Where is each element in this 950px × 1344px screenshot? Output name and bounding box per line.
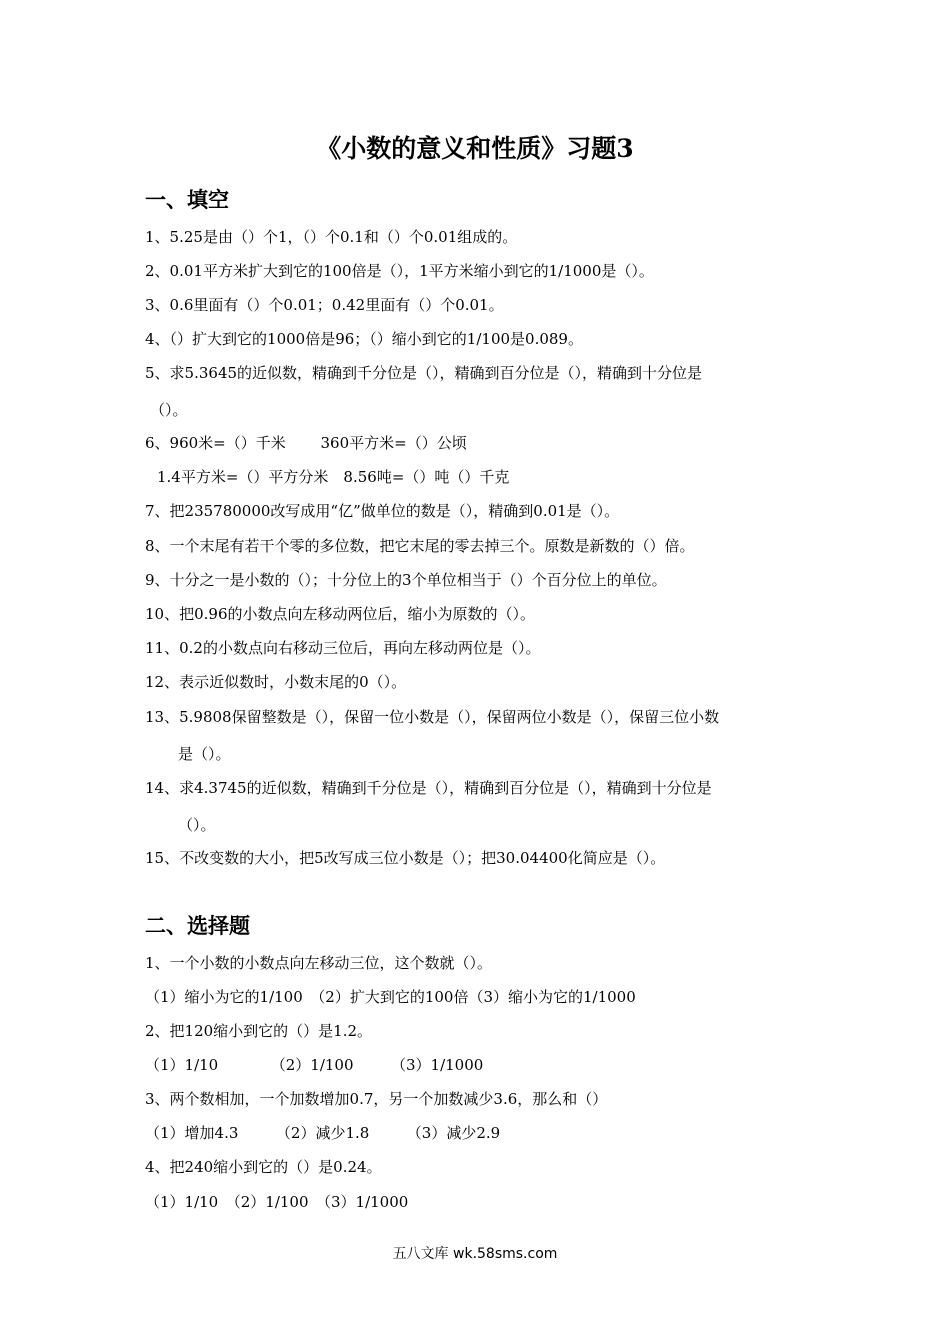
section-heading-fill-in: 一、填空: [145, 187, 229, 212]
question-line: 是（）。: [178, 745, 231, 763]
question-line: 13、5.9808保留整数是（），保留一位小数是（），保留两位小数是（），保留三位小数: [145, 708, 720, 726]
option-line: （1）1/10 （2）1/100 （3）1/1000: [145, 1056, 484, 1074]
section-heading-multiple-choice: 二、选择题: [145, 913, 250, 938]
question-line: 12、表示近似数时，小数末尾的0（）。: [145, 673, 407, 691]
question-line: （）。: [150, 401, 188, 419]
footer-watermark: 五八文库 wk.58sms.com: [392, 1246, 558, 1262]
question-line: 3、两个数相加，一个加数增加0.7，另一个加数减少3.6，那么和（）: [145, 1090, 608, 1108]
option-line: （1）缩小为它的1/100 （2）扩大到它的100倍（3）缩小为它的1/1000: [145, 988, 636, 1006]
question-line: 3、0.6里面有（）个0.01；0.42里面有（）个0.01。: [145, 296, 504, 314]
option-line: （1）1/10 （2）1/100 （3）1/1000: [145, 1193, 409, 1211]
question-line: （）。: [178, 816, 216, 834]
question-line: 11、0.2的小数点向右移动三位后，再向左移动两位是（）。: [145, 639, 541, 657]
question-line: 2、0.01平方米扩大到它的100倍是（），1平方米缩小到它的1/1000是（）。: [145, 262, 654, 280]
question-line: 4、（）扩大到它的1000倍是96；（）缩小到它的1/100是0.089。: [145, 330, 583, 348]
question-line: 1、一个小数的小数点向左移动三位，这个数就（）。: [145, 954, 493, 972]
question-line: 6、960米=（）千米 360平方米=（）公顷: [145, 434, 467, 452]
question-line: 14、求4.3745的近似数，精确到千分位是（），精确到百分位是（），精确到十分位是: [145, 779, 712, 797]
question-line: 5、求5.3645的近似数，精确到千分位是（），精确到百分位是（），精确到十分位是: [145, 364, 703, 382]
question-line: 7、把235780000改写成用“亿”做单位的数是（），精确到0.01是（）。: [145, 502, 620, 520]
question-line: 8、一个末尾有若干个零的多位数，把它末尾的零去掉三个。原数是新数的（）倍。: [145, 537, 695, 555]
question-line: 2、把120缩小到它的（）是1.2。: [145, 1022, 373, 1040]
question-line: 9、十分之一是小数的（）；十分位上的3个单位相当于（）个百分位上的单位。: [145, 571, 667, 589]
option-line: （1）增加4.3 （2）减少1.8 （3）减少2.9: [145, 1124, 501, 1142]
question-line: 1、5.25是由（）个1，（）个0.1和（）个0.01组成的。: [145, 228, 518, 246]
page-title: 《小数的意义和性质》习题3: [316, 134, 634, 163]
question-line: 4、把240缩小到它的（）是0.24。: [145, 1158, 382, 1176]
question-line: 1.4平方米=（）平方分米 8.56吨=（）吨（）千克: [157, 468, 510, 486]
question-line: 15、不改变数的大小，把5改写成三位小数是（）；把30.04400化简应是（）。: [145, 849, 666, 867]
question-line: 10、把0.96的小数点向左移动两位后，缩小为原数的（）。: [145, 605, 535, 623]
